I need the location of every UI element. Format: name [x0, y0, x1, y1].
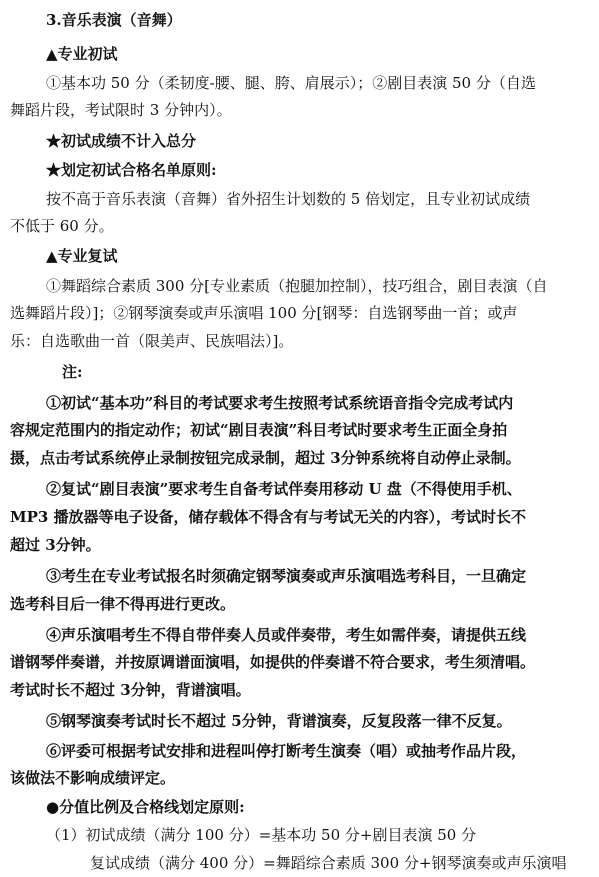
section-heading: 3.音乐表演（音舞）	[46, 11, 182, 29]
paragraph-line: 舞蹈片段，考试限时 3 分钟内）。	[10, 101, 232, 119]
note-paragraph-line: 选考科目后一律不得再进行更改。	[10, 595, 236, 613]
note-paragraph-line: ⑤钢琴演奏考试时长不超过 5分钟，背谱演奏，反复段落一律不反复。	[46, 712, 512, 730]
subheading-preliminary-exam: ▲专业初试	[46, 45, 118, 63]
score-formula-line: 复试成绩（满分 400 分）=舞蹈综合素质 300 分+钢琴演奏或声乐演唱	[90, 854, 567, 872]
paragraph-line: 不低于 60 分。	[10, 217, 114, 235]
note-paragraph-line: 容规定范围内的指定动作；初试“剧目表演”科目考试时要求考生正面全身拍	[10, 421, 508, 439]
paragraph-line: ①舞蹈综合素质 300 分[专业素质（抱腿加控制），技巧组合，剧目表演（自	[46, 277, 548, 295]
note-paragraph-line: 该做法不影响成绩评定。	[10, 769, 176, 787]
paragraph-line: 乐：自选歌曲一首（限美声、民族唱法）]。	[10, 332, 294, 350]
score-principle-heading: ●分值比例及合格线划定原则:	[46, 798, 245, 816]
subheading-retest: ▲专业复试	[46, 247, 118, 265]
note-paragraph-line: ④声乐演唱考生不得自带伴奏人员或伴奏带，考生如需伴奏，请提供五线	[46, 626, 527, 644]
note-paragraph-line: 摄，点击考试系统停止录制按钮完成录制，超过 3分钟系统将自动停止录制。	[10, 449, 521, 467]
note-paragraph-line: ②复试“剧目表演”要求考生自备考试伴奏用移动 U 盘（不得使用手机、	[46, 480, 522, 498]
note-paragraph-line: MP3 播放器等电子设备，储存载体不得含有与考试无关的内容），考试时长不	[10, 508, 527, 526]
note-paragraph-line: ⑥评委可根据考试安排和进程叫停打断考生演奏（唱）或抽考作品片段，	[46, 742, 527, 760]
score-formula-line: （1）初试成绩（满分 100 分）=基本功 50 分+剧目表演 50 分	[46, 826, 477, 844]
note-paragraph-line: ③考生在专业考试报名时须确定钢琴演奏或声乐演唱选考科目，一旦确定	[46, 567, 527, 585]
note-paragraph-line: ①初试“基本功”科目的考试要求考生按照考试系统语音指令完成考试内	[46, 394, 514, 412]
note-line: ★划定初试合格名单原则:	[46, 161, 217, 179]
note-paragraph-line: 考试时长不超过 3分钟，背谱演唱。	[10, 681, 251, 699]
notes-heading: 注:	[62, 363, 83, 381]
paragraph-line: ①基本功 50 分（柔韧度-腰、腿、胯、肩展示）；②剧目表演 50 分（自选	[46, 74, 536, 92]
note-line: ★初试成绩不计入总分	[46, 132, 197, 150]
note-paragraph-line: 谱钢琴伴奏谱，并按原调谱面演唱，如提供的伴奏谱不符合要求，考生须清唱。	[10, 653, 536, 671]
paragraph-line: 按不高于音乐表演（音舞）省外招生计划数的 5 倍划定，且专业初试成绩	[46, 190, 531, 208]
note-paragraph-line: 超过 3分钟。	[10, 536, 101, 554]
paragraph-line: 选舞蹈片段）]；②钢琴演奏或声乐演唱 100 分[钢琴：自选钢琴曲一首；或声	[10, 304, 518, 322]
